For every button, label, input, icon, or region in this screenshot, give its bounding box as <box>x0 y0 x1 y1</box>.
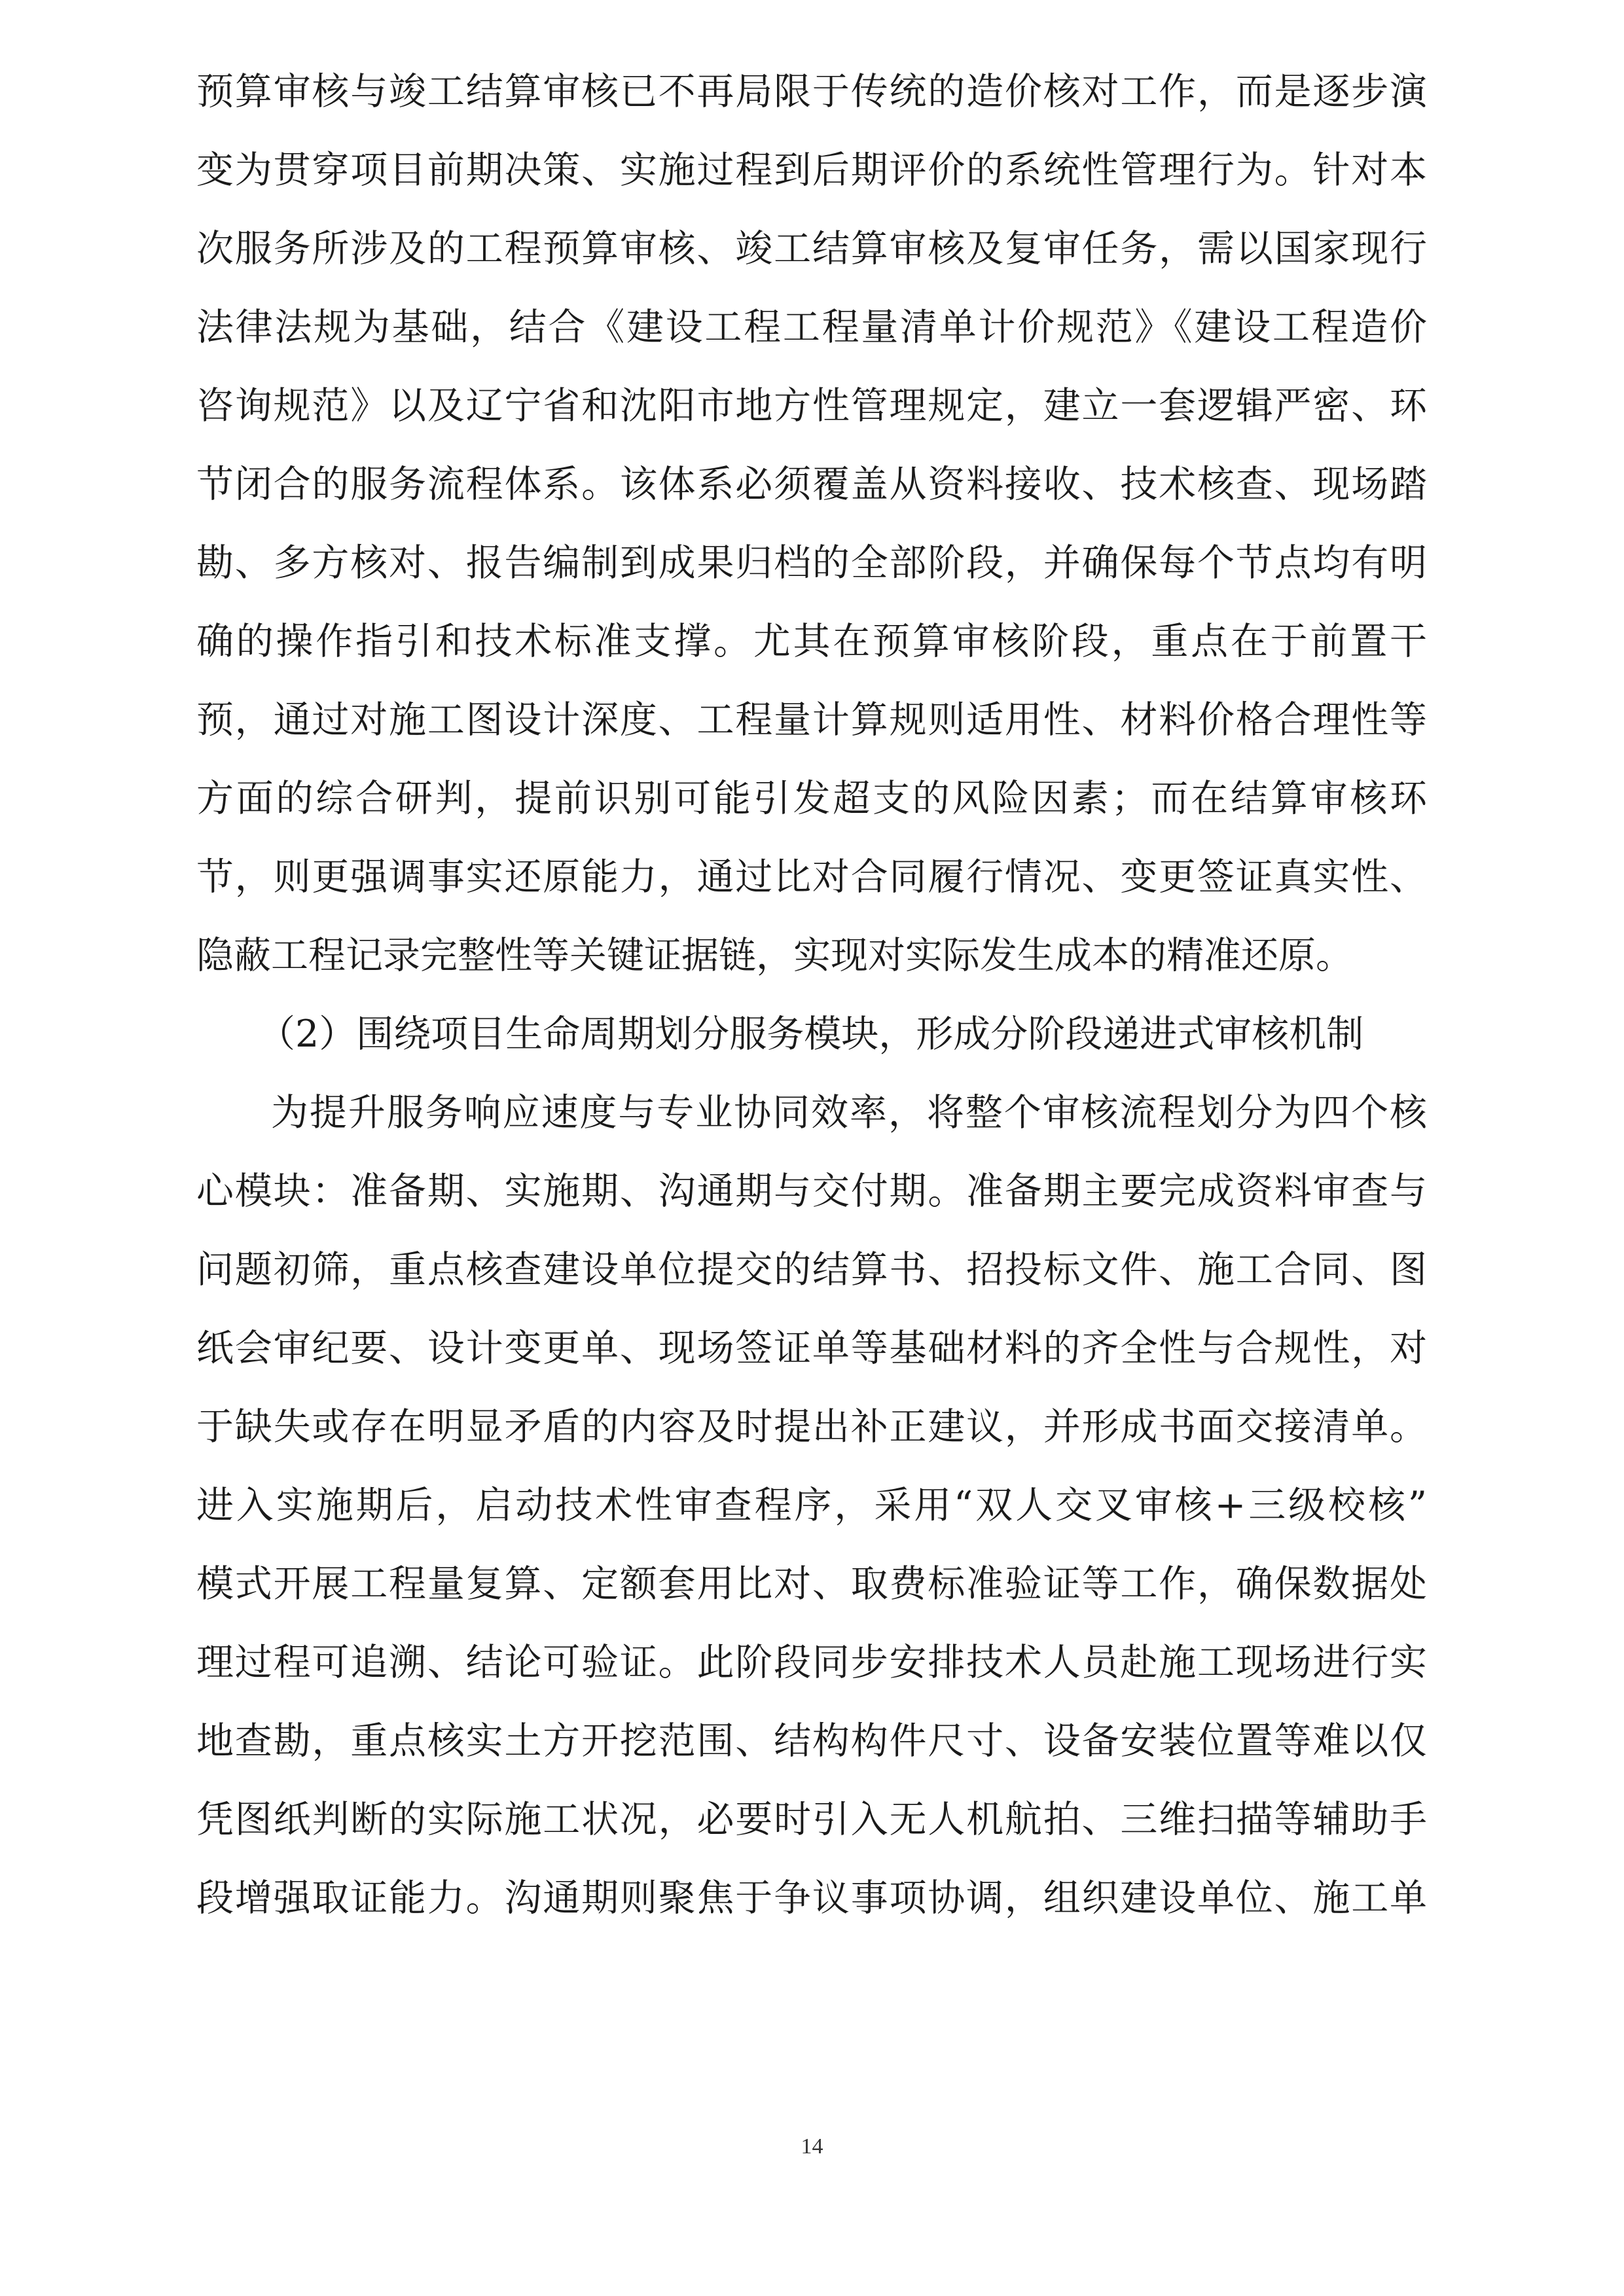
text-line: 节闭合的服务流程体系。该体系必须覆盖从资料接收、技术核查、现场踏 <box>196 463 1427 506</box>
text-line: 法律法规为基础，结合《建设工程工程量清单计价规范》《建设工程造价 <box>196 306 1427 349</box>
text-line: 变为贯穿项目前期决策、实施过程到后期评价的系统性管理行为。针对本 <box>196 149 1427 192</box>
text-line: 模式开展工程量复算、定额套用比对、取费标准验证等工作，确保数据处 <box>196 1562 1427 1605</box>
text-line: 确的操作指引和技术标准支撑。尤其在预算审核阶段，重点在于前置干 <box>196 620 1427 663</box>
text-line: 进入实施期后，启动技术性审查程序，采用“双人交叉审核+三级校核” <box>196 1484 1427 1527</box>
text-line: 隐蔽工程记录完整性等关键证据链，实现对实际发生成本的精准还原。 <box>196 934 1353 977</box>
text-line: 纸会审纪要、设计变更单、现场签证单等基础材料的齐全性与合规性，对 <box>196 1327 1427 1370</box>
text-line: 问题初筛，重点核查建设单位提交的结算书、招投标文件、施工合同、图 <box>196 1248 1427 1291</box>
text-line: 勘、多方核对、报告编制到成果归档的全部阶段，并确保每个节点均有明 <box>196 541 1427 584</box>
text-line: 节，则更强调事实还原能力，通过比对合同履行情况、变更签证真实性、 <box>196 855 1427 899</box>
page-number: 14 <box>801 2134 823 2159</box>
text-line: 预算审核与竣工结算审核已不再局限于传统的造价核对工作，而是逐步演 <box>196 70 1427 113</box>
text-line: 段增强取证能力。沟通期则聚焦于争议事项协调，组织建设单位、施工单 <box>196 1876 1427 1920</box>
text-line: 心模块：准备期、实施期、沟通期与交付期。准备期主要完成资料审查与 <box>196 1170 1427 1213</box>
text-line: 预，通过对施工图设计深度、工程量计算规则适用性、材料价格合理性等 <box>196 698 1427 742</box>
section-heading: （2）围绕项目生命周期划分服务模块，形成分阶段递进式审核机制 <box>258 1013 1364 1056</box>
text-line: 地查勘，重点核实土方开挖范围、结构构件尺寸、设备安装位置等难以仅 <box>196 1719 1427 1763</box>
text-line: 为提升服务响应速度与专业协同效率，将整个审核流程划分为四个核 <box>271 1091 1427 1134</box>
text-line: 于缺失或存在明显矛盾的内容及时提出补正建议，并形成书面交接清单。 <box>196 1405 1427 1448</box>
text-line: 咨询规范》以及辽宁省和沈阳市地方性管理规定，建立一套逻辑严密、环 <box>196 384 1427 427</box>
text-line: 理过程可追溯、结论可验证。此阶段同步安排技术人员赴施工现场进行实 <box>196 1641 1427 1684</box>
text-line: 方面的综合研判，提前识别可能引发超支的风险因素；而在结算审核环 <box>196 777 1427 820</box>
text-line: 次服务所涉及的工程预算审核、竣工结算审核及复审任务，需以国家现行 <box>196 227 1427 270</box>
text-line: 凭图纸判断的实际施工状况，必要时引入无人机航拍、三维扫描等辅助手 <box>196 1798 1427 1841</box>
